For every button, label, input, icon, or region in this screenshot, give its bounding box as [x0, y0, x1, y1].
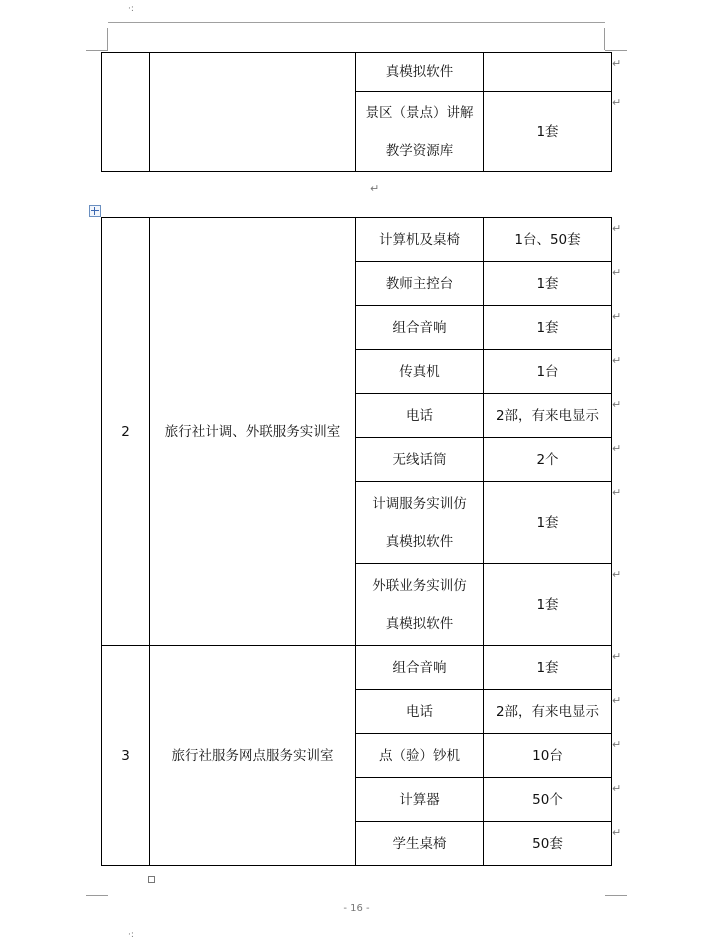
quantity-cell: 10台	[484, 734, 612, 778]
room-cell: 旅行社服务网点服务实训室	[150, 646, 356, 866]
cell-text: 真模拟软件	[385, 533, 454, 550]
quantity-cell: 1台、50套	[484, 218, 612, 262]
quantity-cell: 1套	[484, 564, 612, 646]
row-end-mark: ↵	[612, 781, 622, 795]
table-row	[102, 646, 612, 690]
header-rule	[108, 22, 605, 23]
crop-mark	[86, 895, 108, 896]
equipment-cell	[356, 438, 484, 482]
cell-text: 教师主控台	[385, 275, 454, 292]
number-cell: 2	[102, 218, 150, 646]
crop-mark	[604, 28, 605, 50]
cell-text: 传真机	[399, 363, 440, 380]
quantity-cell: 2个	[484, 438, 612, 482]
table-row	[102, 218, 612, 262]
cell-text: 计算机及桌椅	[379, 231, 460, 248]
room-cell: 旅行社计调、外联服务实训室	[150, 218, 356, 646]
cell-text: 无线话筒	[392, 451, 447, 468]
equipment-cell	[356, 350, 484, 394]
equipment-cell	[356, 778, 484, 822]
table-move-handle-icon[interactable]	[89, 205, 101, 217]
cell-text: 组合音响	[392, 659, 447, 676]
equipment-cell	[356, 394, 484, 438]
cell-text: 电话	[406, 407, 433, 424]
equipment-cell	[356, 482, 484, 564]
cell-text: 教学资源库	[385, 142, 454, 159]
crop-mark	[86, 50, 108, 51]
cell-text: 真模拟软件	[385, 615, 454, 632]
room-cell	[150, 53, 356, 172]
equipment-cell	[356, 646, 484, 690]
table-resize-handle[interactable]	[148, 876, 155, 883]
equipment-cell	[356, 262, 484, 306]
row-end-mark: ↵	[612, 737, 622, 751]
equipment-cell	[356, 306, 484, 350]
paragraph-mark: ↵	[370, 182, 380, 195]
cell-text: 学生桌椅	[392, 835, 447, 852]
crop-mark	[107, 28, 108, 50]
cell-text: 电话	[406, 703, 433, 720]
row-end-mark: ↵	[612, 56, 622, 70]
cell-text: 外联业务实训仿	[372, 577, 467, 594]
quantity-cell: 1套	[484, 646, 612, 690]
header-mark: ·:	[128, 4, 134, 14]
quantity-cell: 1套	[484, 306, 612, 350]
row-end-mark: ↵	[612, 397, 622, 411]
row-end-mark: ↵	[612, 485, 622, 499]
row-end-mark: ↵	[612, 825, 622, 839]
equipment-cell	[356, 734, 484, 778]
row-end-mark: ↵	[612, 265, 622, 279]
row-end-mark: ↵	[612, 441, 622, 455]
row-end-mark: ↵	[612, 567, 622, 581]
table-row	[102, 53, 612, 92]
quantity-cell: 1套	[484, 262, 612, 306]
row-end-mark: ↵	[612, 221, 622, 235]
quantity-cell: 50个	[484, 778, 612, 822]
row-end-mark: ↵	[612, 95, 622, 109]
equipment-cell	[356, 53, 484, 92]
quantity-cell: 2部，有来电显示	[484, 690, 612, 734]
quantity-cell: 2部，有来电显示	[484, 394, 612, 438]
equipment-table-continued	[101, 52, 612, 172]
crop-mark	[605, 50, 627, 51]
cell-text: 计调服务实训仿	[372, 495, 467, 512]
quantity-cell: 1套	[484, 482, 612, 564]
footer-mark: ·:	[128, 930, 134, 940]
cell-text: 点（验）钞机	[379, 747, 460, 764]
quantity-cell: 50套	[484, 822, 612, 866]
cell-text: 景区（景点）讲解	[365, 104, 474, 121]
row-end-mark: ↵	[612, 353, 622, 367]
quantity-cell: 1套	[484, 92, 612, 172]
equipment-cell	[356, 690, 484, 734]
row-end-mark: ↵	[612, 309, 622, 323]
equipment-cell	[356, 564, 484, 646]
number-cell: 3	[102, 646, 150, 866]
cell-text: 真模拟软件	[385, 64, 454, 80]
equipment-cell	[356, 822, 484, 866]
crop-mark	[605, 895, 627, 896]
page-number: - 16 -	[343, 903, 370, 914]
number-cell	[102, 53, 150, 172]
cell-text: 计算器	[399, 791, 440, 808]
equipment-cell	[356, 218, 484, 262]
row-end-mark: ↵	[612, 649, 622, 663]
equipment-table	[101, 217, 612, 866]
equipment-cell	[356, 92, 484, 172]
cell-text: 组合音响	[392, 319, 447, 336]
row-end-mark: ↵	[612, 693, 622, 707]
quantity-cell	[484, 53, 612, 92]
quantity-cell: 1台	[484, 350, 612, 394]
